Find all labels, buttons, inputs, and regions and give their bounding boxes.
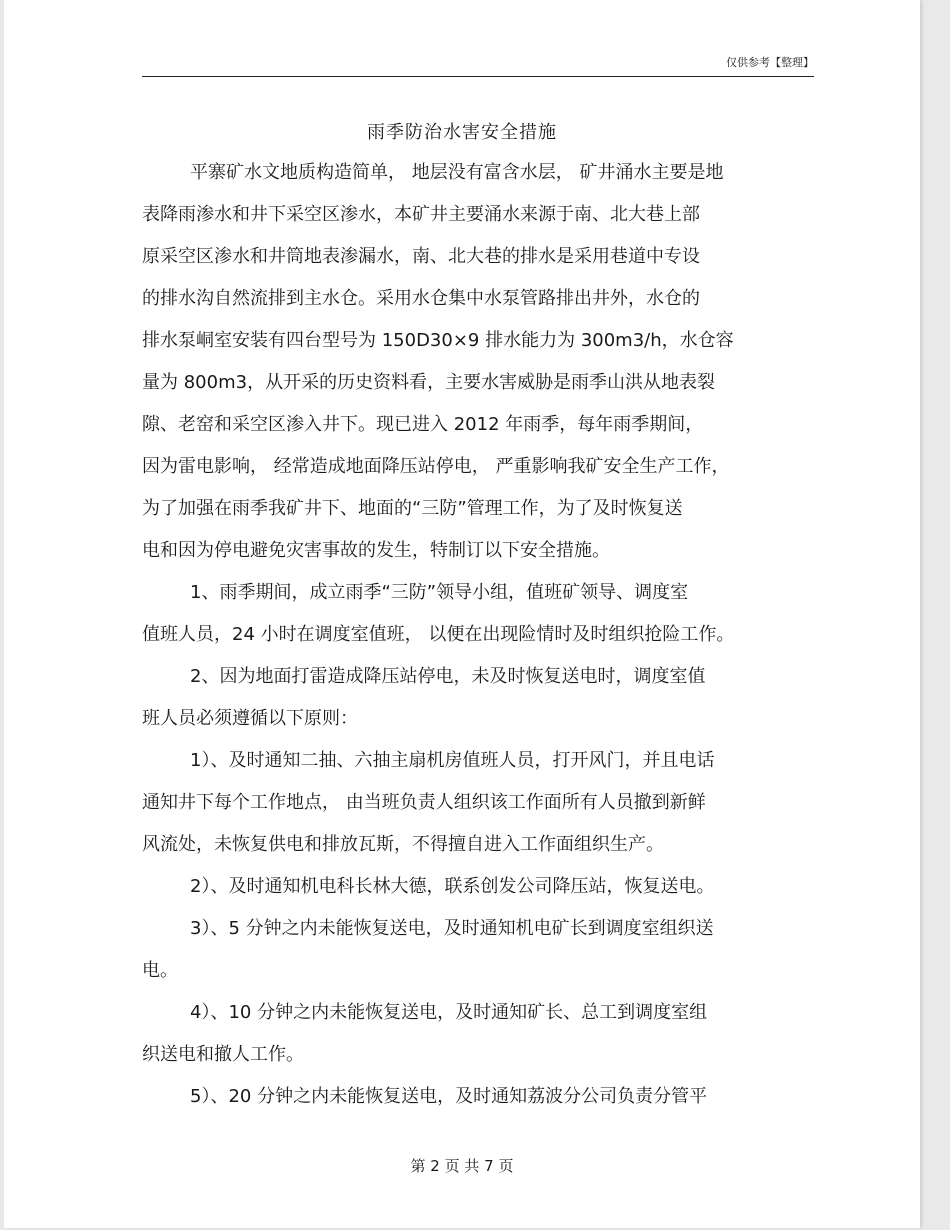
text-line: 电。 — [142, 960, 178, 981]
page-header-note: 仅供参考【整理】 — [726, 56, 814, 69]
document-title: 雨季防治水害安全措施 — [367, 122, 557, 143]
text-line: 平寨矿水文地质构造简单， 地层没有富含水层， 矿井涌水主要是地 — [190, 162, 724, 183]
text-line: 原采空区渗水和井筒地表渗漏水，南、北大巷的排水是采用巷道中专设 — [142, 246, 700, 267]
text-line: 风流处，未恢复供电和排放瓦斯，不得擅自进入工作面组织生产。 — [142, 834, 664, 855]
text-line: 2）、及时通知机电科长林大德，联系创发公司降压站，恢复送电。 — [190, 876, 715, 897]
text-line: 表降雨渗水和井下采空区渗水，本矿井主要涌水来源于南、北大巷上部 — [142, 204, 700, 225]
document-page — [4, 0, 920, 1228]
text-line: 排水泵峒室安装有四台型号为 150D30×9 排水能力为 300m3/h，水仓容 — [142, 330, 734, 351]
text-line: 2、因为地面打雷造成降压站停电，未及时恢复送电时，调度室值 — [190, 666, 706, 687]
text-line: 因为雷电影响， 经常造成地面降压站停电， 严重影响我矿安全生产工作， — [142, 456, 730, 477]
text-line: 隙、老窑和采空区渗入井下。现已进入 2012 年雨季，每年雨季期间， — [142, 414, 704, 435]
text-line: 电和因为停电避免灾害事故的发生，特制订以下安全措施。 — [142, 540, 610, 561]
text-line: 值班人员，24 小时在调度室值班， 以便在出现险情时及时组织抢险工作。 — [142, 624, 735, 645]
text-line: 1）、及时通知二抽、六抽主扇机房值班人员，打开风门，并且电话 — [190, 750, 715, 771]
text-line: 1、雨季期间，成立雨季“三防”领导小组，值班矿领导、调度室 — [190, 582, 689, 603]
text-line: 织送电和撤人工作。 — [142, 1044, 304, 1065]
text-line: 为了加强在雨季我矿井下、地面的“三防”管理工作，为了及时恢复送 — [142, 498, 683, 519]
text-line: 4）、10 分钟之内未能恢复送电，及时通知矿长、总工到调度室组 — [190, 1002, 708, 1023]
header-divider — [142, 76, 814, 77]
text-line: 量为 800m3，从开采的历史资料看，主要水害威胁是雨季山洪从地表裂 — [142, 372, 716, 393]
text-line: 班人员必须遵循以下原则： — [142, 708, 358, 729]
page-number-footer: 第 2 页 共 7 页 — [410, 1157, 514, 1175]
text-line: 5）、20 分钟之内未能恢复送电，及时通知荔波分公司负责分管平 — [190, 1086, 708, 1107]
text-line: 3）、5 分钟之内未能恢复送电，及时通知机电矿长到调度室组织送 — [190, 918, 714, 939]
text-line: 的排水沟自然流排到主水仓。采用水仓集中水泵管路排出井外，水仓的 — [142, 288, 700, 309]
text-line: 通知井下每个工作地点， 由当班负责人组织该工作面所有人员撤到新鲜 — [142, 792, 706, 813]
